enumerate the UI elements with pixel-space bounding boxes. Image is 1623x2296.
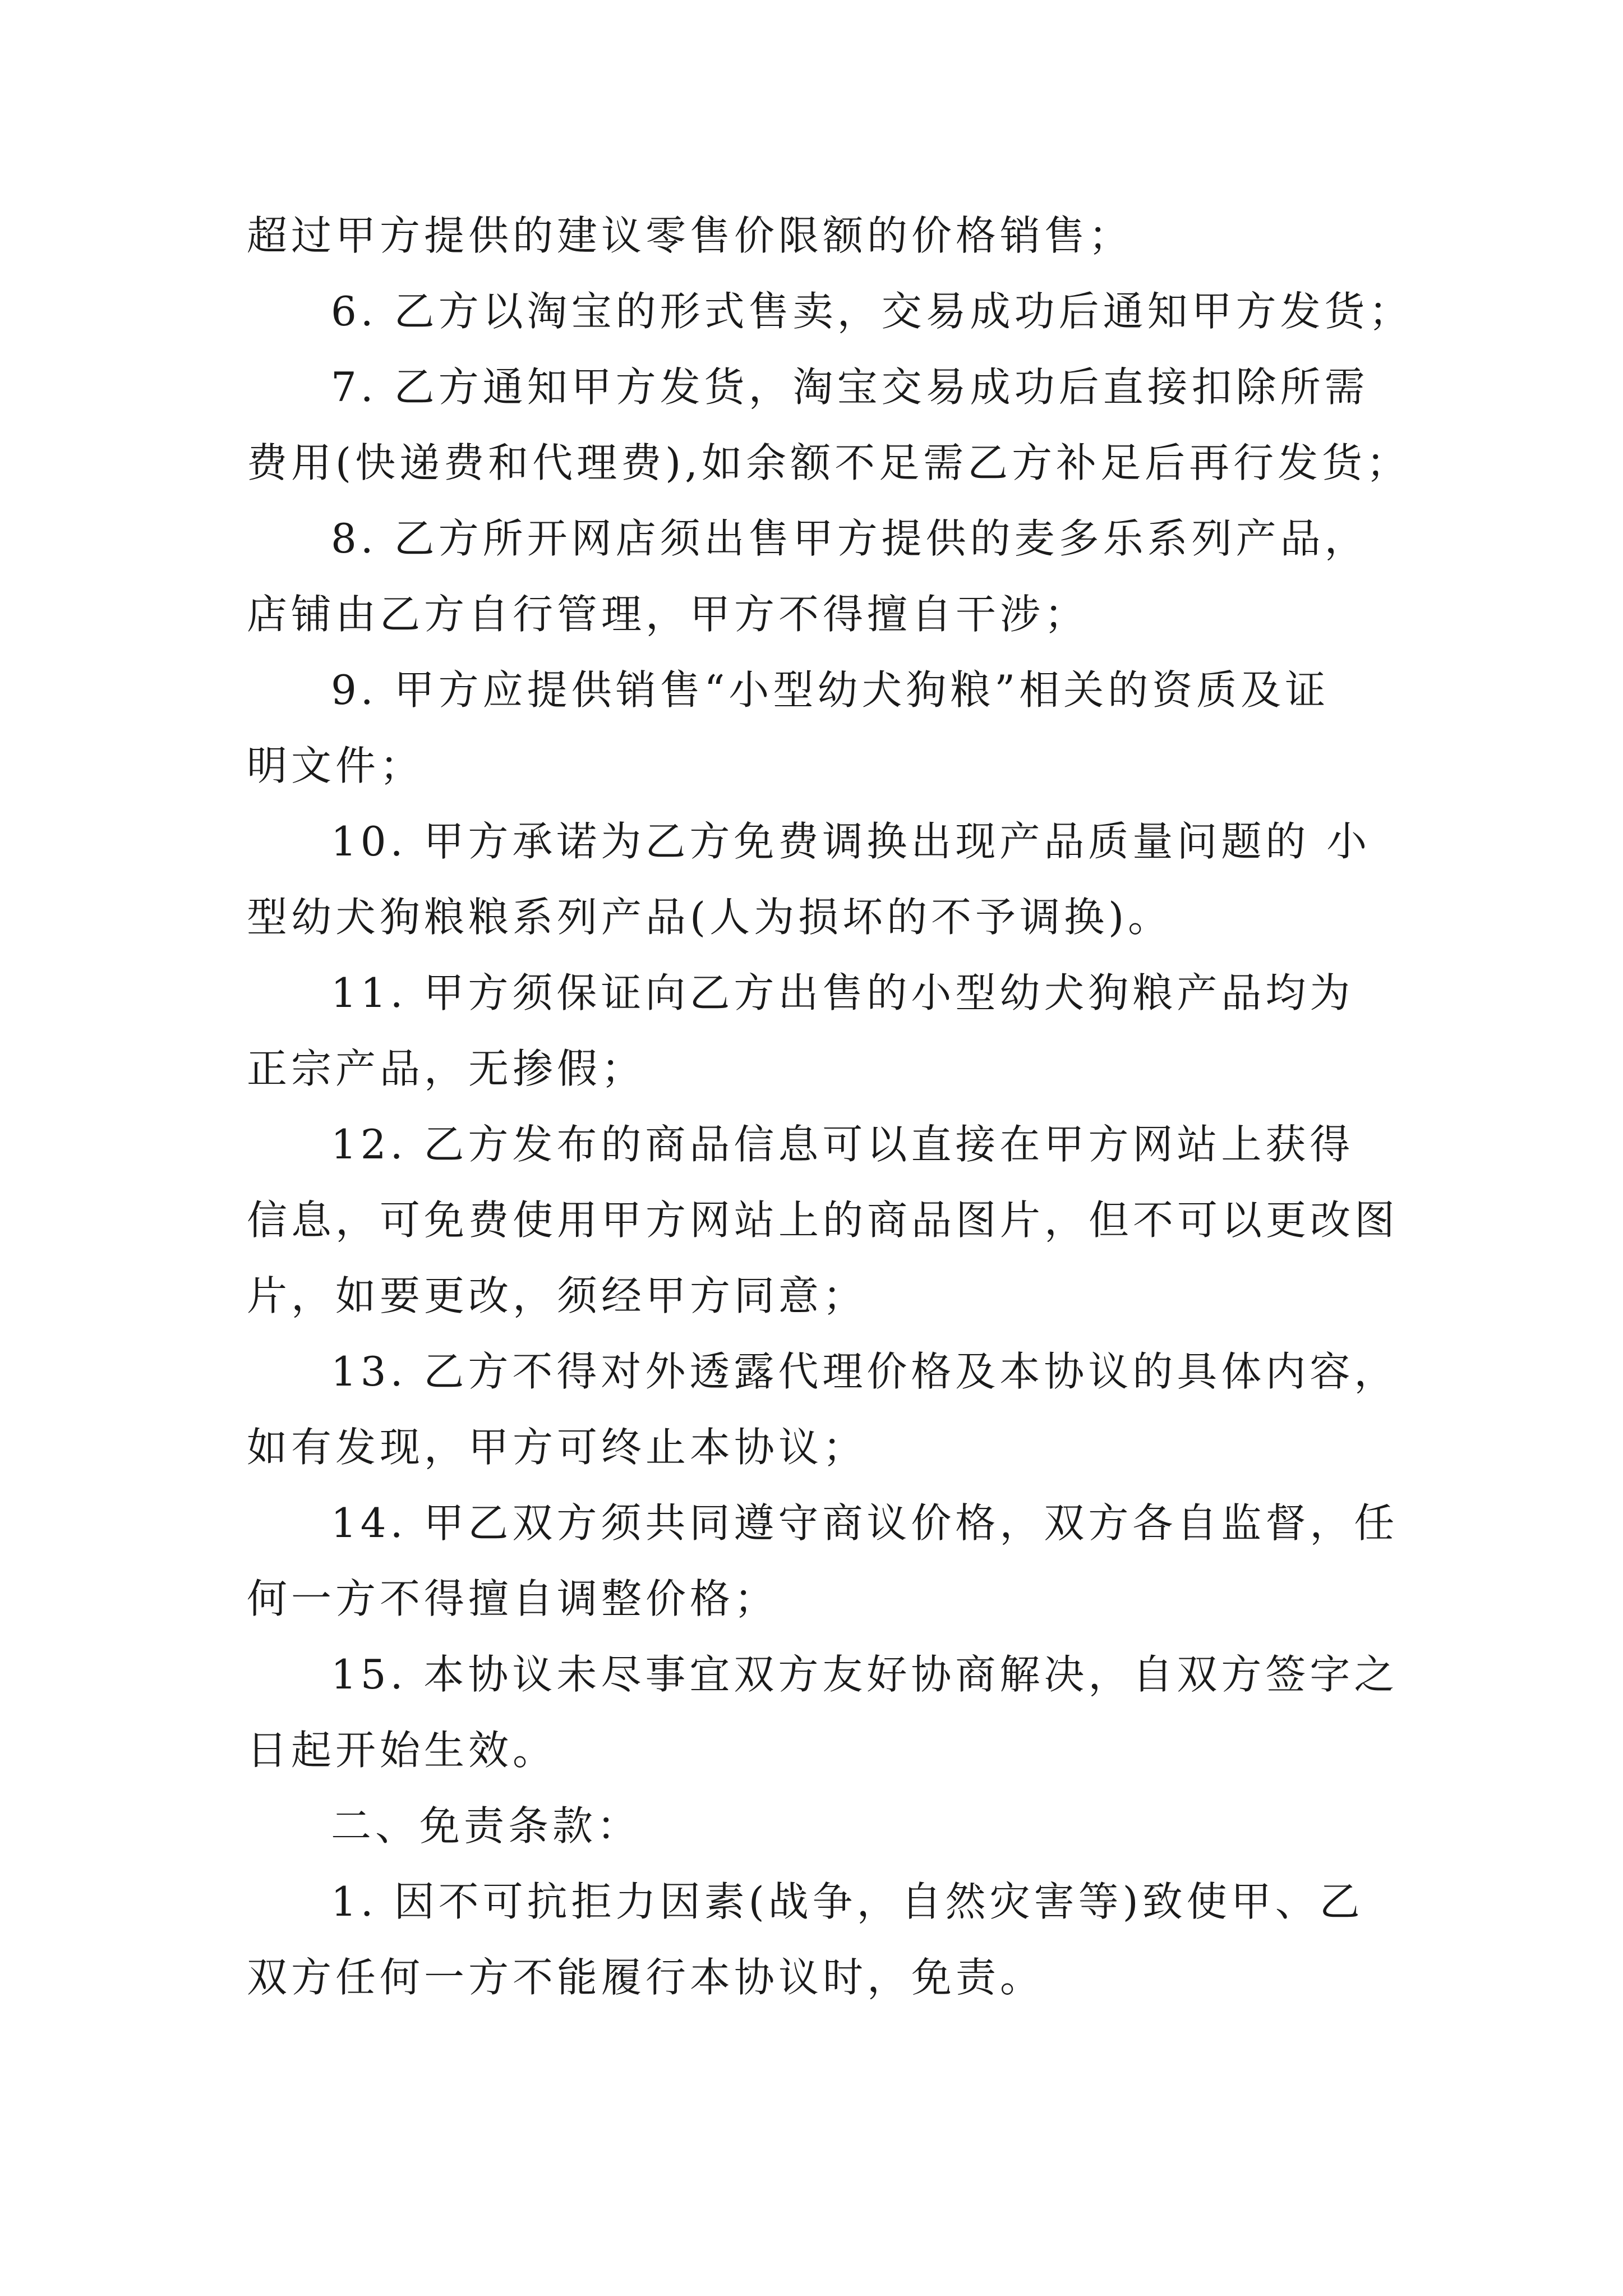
clause-15-line-1: 15. 本协议未尽事宜双方友好协商解决，自双方签字之 bbox=[331, 1651, 1399, 1698]
clause-12-line-3: 片，如要更改，须经甲方同意； bbox=[247, 1272, 868, 1319]
disclaimer-clause-1-line-1: 1. 因不可抗拒力因素(战争，自然灾害等)致使甲、乙 bbox=[331, 1878, 1364, 1925]
clause-14-line-2: 何一方不得擅自调整价格； bbox=[247, 1575, 779, 1622]
clause-8-line-1: 8. 乙方所开网店须出售甲方提供的麦多乐系列产品， bbox=[331, 515, 1369, 562]
clause-6: 6. 乙方以淘宝的形式售卖，交易成功后通知甲方发货； bbox=[331, 288, 1413, 335]
clause-11-line-2: 正宗产品，无掺假； bbox=[247, 1045, 646, 1092]
section-heading-disclaimer: 二、免责条款： bbox=[331, 1802, 642, 1849]
clause-9-line-1: 9. 甲方应提供销售“小型幼犬狗粮”相关的资质及证 bbox=[331, 666, 1330, 714]
clause-10-line-1: 10. 甲方承诺为乙方免费调换出现产品质量问题的 小 bbox=[331, 818, 1371, 865]
clause-10-line-2: 型幼犬狗粮粮系列产品(人为损坏的不予调换)。 bbox=[247, 894, 1173, 941]
clause-13-line-1: 13. 乙方不得对外透露代理价格及本协议的具体内容， bbox=[331, 1348, 1399, 1395]
text-line-1: 超过甲方提供的建议零售价限额的价格销售； bbox=[247, 212, 1133, 259]
disclaimer-clause-1-line-2: 双方任何一方不能履行本协议时，免责。 bbox=[247, 1954, 1045, 2001]
clause-11-line-1: 11. 甲方须保证向乙方出售的小型幼犬狗粮产品均为 bbox=[331, 969, 1354, 1016]
clause-9-line-2: 明文件； bbox=[247, 742, 425, 789]
clause-15-line-2: 日起开始生效。 bbox=[247, 1727, 557, 1774]
clause-14-line-1: 14. 甲乙双方须共同遵守商议价格，双方各自监督，任 bbox=[331, 1499, 1399, 1547]
clause-13-line-2: 如有发现，甲方可终止本协议； bbox=[247, 1424, 868, 1471]
clause-7-line-1: 7. 乙方通知甲方发货，淘宝交易成功后直接扣除所需 bbox=[331, 364, 1369, 411]
clause-12-line-2: 信息，可免费使用甲方网站上的商品图片，但不可以更改图 bbox=[247, 1197, 1399, 1244]
clause-8-line-2: 店铺由乙方自行管理，甲方不得擅自干涉； bbox=[247, 591, 1089, 638]
clause-12-line-1: 12. 乙方发布的商品信息可以直接在甲方网站上获得 bbox=[331, 1121, 1354, 1168]
clause-7-line-2: 费用(快递费和代理费),如余额不足需乙方补足后再行发货； bbox=[247, 439, 1411, 486]
